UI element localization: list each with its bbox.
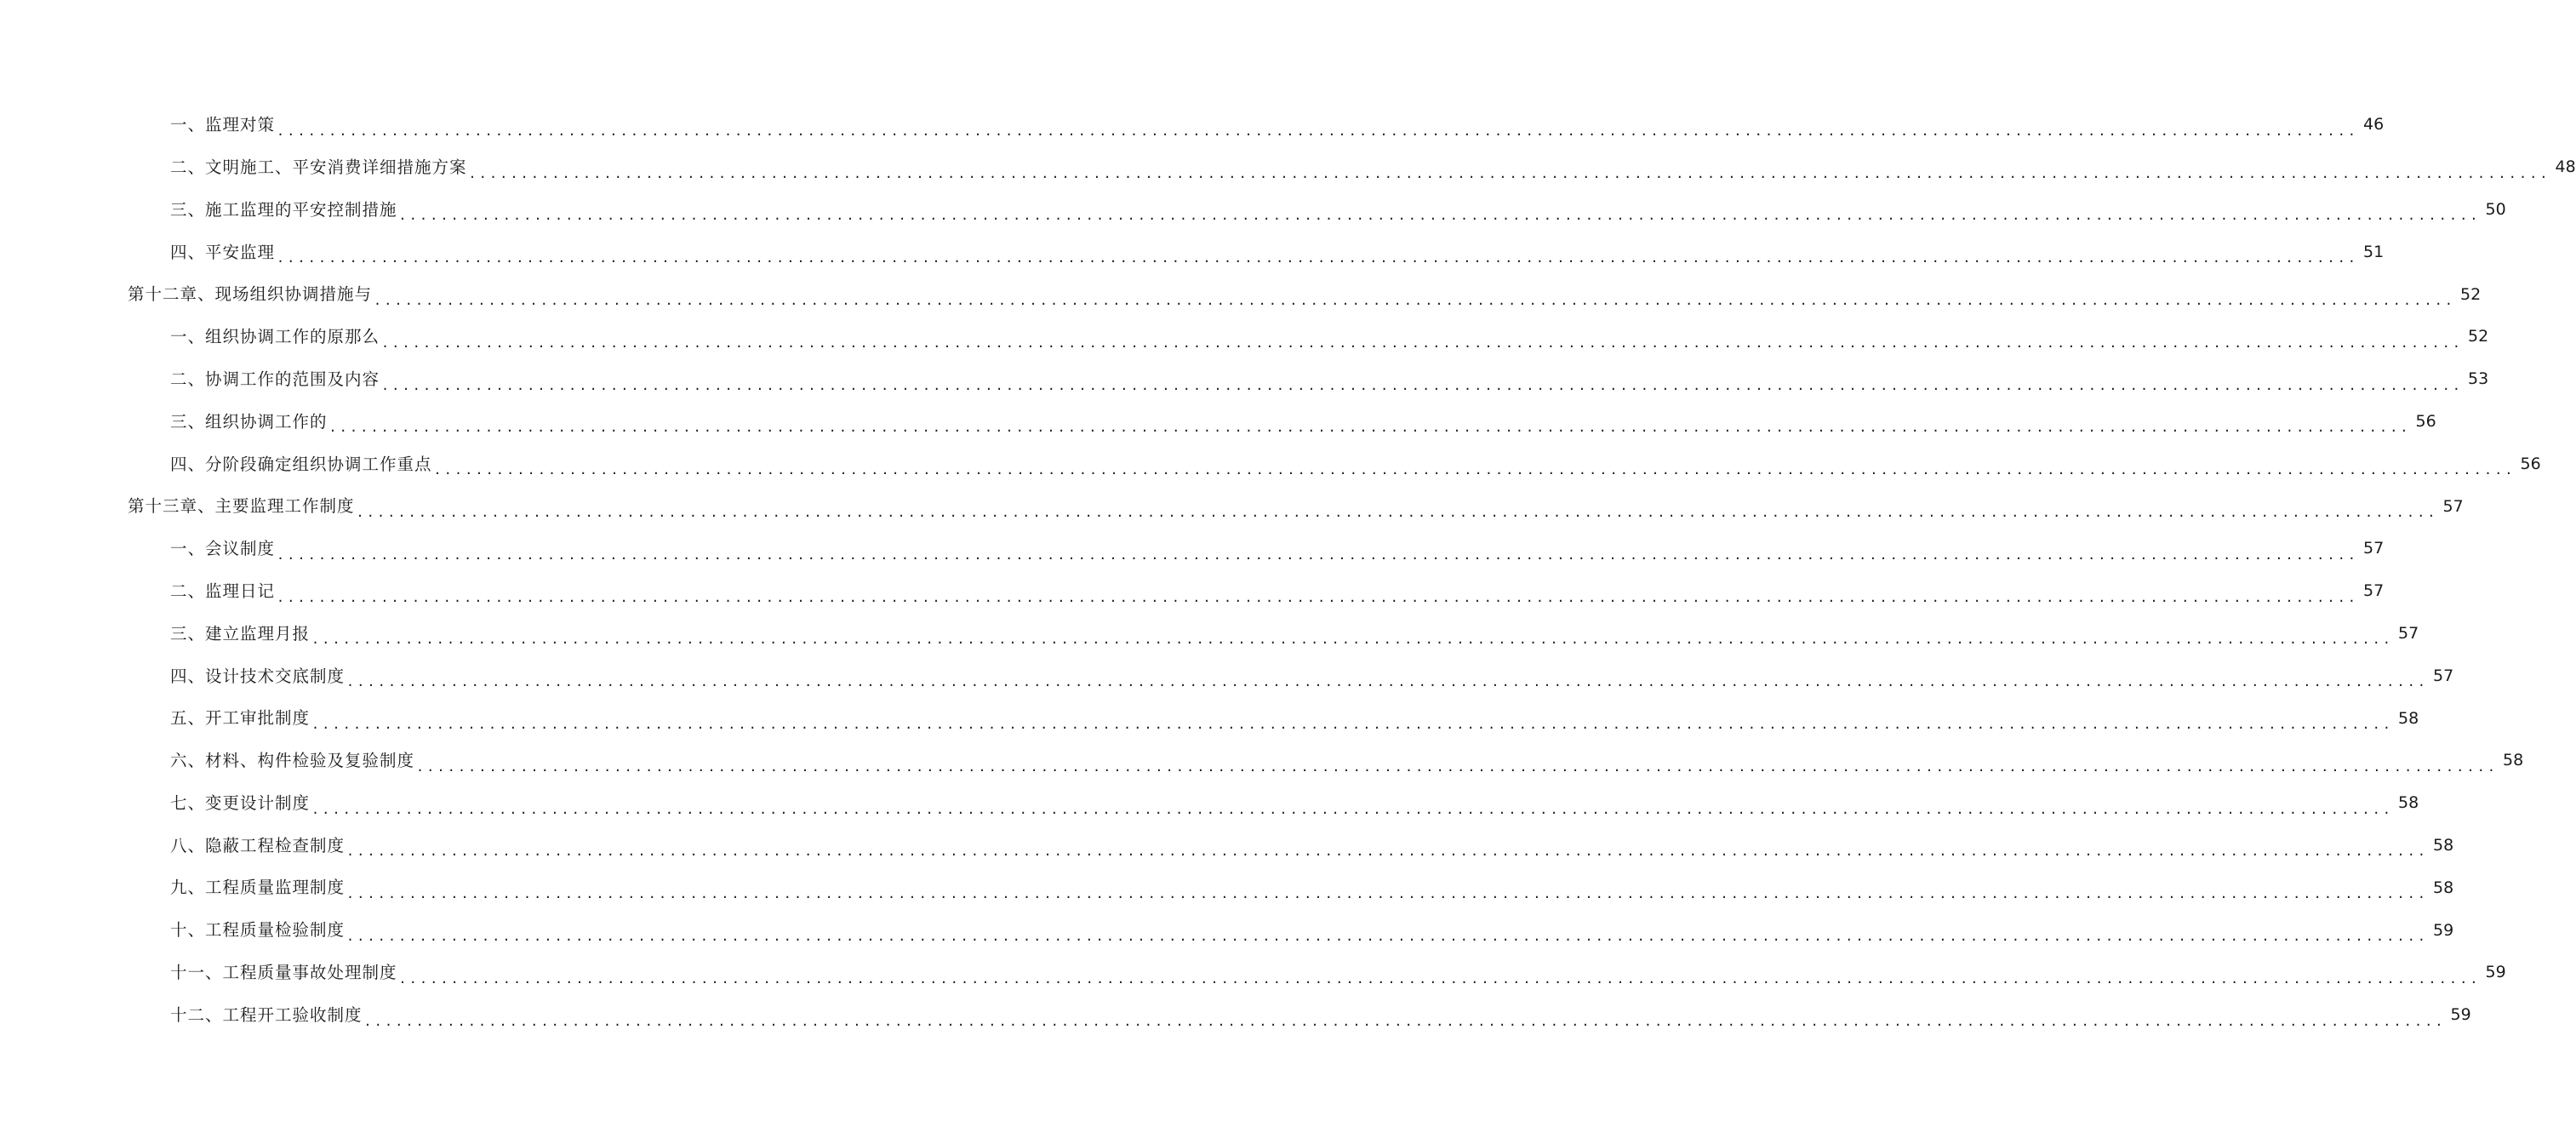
toc-entry-page-number: 48 [2555,157,2576,177]
dot-leader: ........................................................................................................................................................................................................ [433,462,2516,478]
toc-section-entry[interactable] [0,655,2454,697]
toc-entry-label: 四、平安监理 [170,242,276,262]
toc-entry-label: 九、工程质量监理制度 [170,878,346,898]
toc-entry-page-number: 57 [2362,539,2385,558]
toc-section-entry[interactable] [0,697,2419,740]
dot-leader: ........................................................................................................................................................................................................ [277,250,2359,266]
toc-section-entry[interactable] [0,570,2385,613]
dot-leader: ........................................................................................................................................................................................................ [311,716,2394,732]
toc-entry-page-number: 56 [2415,411,2436,431]
toc-entry-label: 四、分阶段确定组织协调工作重点 [170,454,432,474]
toc-section-entry[interactable] [0,909,2454,952]
dot-leader: ........................................................................................................................................................................................................ [398,970,2481,987]
toc-entry-page-number: 59 [2450,1005,2471,1025]
toc-entry-label: 一、会议制度 [170,539,276,559]
toc-entry-page-number: 52 [2459,284,2482,304]
toc-entry-label: 十二、工程开工验收制度 [170,1004,363,1025]
toc-entry-page-number: 51 [2362,242,2385,261]
table-of-contents [0,104,2576,1037]
toc-entry-page-number: 57 [2442,496,2464,516]
toc-entry-label: 十一、工程质量事故处理制度 [170,963,397,983]
toc-section-entry[interactable] [0,740,2524,782]
toc-entry-label: 二、协调工作的范围及内容 [170,369,380,389]
dot-leader: ........................................................................................................................................................................................................ [346,886,2429,902]
dot-leader: ........................................................................................................................................................................................................ [356,504,2438,520]
toc-entry-label: 第十二章、现场组织协调措施与 [128,284,373,305]
toc-entry-label: 第十三章、主要监理工作制度 [128,496,355,517]
toc-entry-page-number: 53 [2467,369,2489,389]
dot-leader: ........................................................................................................................................................................................................ [346,844,2429,860]
toc-entry-page-number: 58 [2397,793,2419,813]
toc-entry-page-number: 56 [2520,454,2541,473]
toc-chapter-entry[interactable] [0,485,2464,528]
toc-entry-page-number: 50 [2485,199,2506,219]
toc-entry-label: 二、文明施工、平安消费详细措施方案 [170,157,467,177]
toc-entry-page-number: 57 [2432,666,2454,685]
toc-section-entry[interactable] [0,994,2471,1037]
toc-entry-label: 四、设计技术交底制度 [170,666,346,686]
toc-entry-label: 一、组织协调工作的原那么 [170,327,380,347]
dot-leader: ........................................................................................................................................................................................................ [398,208,2481,224]
toc-entry-page-number: 57 [2362,581,2385,601]
toc-entry-page-number: 58 [2432,835,2454,855]
toc-entry-label: 三、组织协调工作的 [170,411,328,432]
toc-section-entry[interactable] [0,528,2385,570]
dot-leader: ........................................................................................................................................................................................................ [277,123,2359,139]
toc-entry-page-number: 58 [2397,708,2419,728]
dot-leader: ........................................................................................................................................................................................................ [381,377,2464,393]
toc-entry-label: 十、工程质量检验制度 [170,920,346,941]
toc-entry-page-number: 58 [2432,878,2454,897]
toc-entry-label: 八、隐蔽工程检查制度 [170,835,346,855]
dot-leader: ........................................................................................................................................................................................................ [311,632,2394,648]
toc-section-entry[interactable] [0,867,2454,909]
toc-section-entry[interactable] [0,358,2489,401]
dot-leader: ........................................................................................................................................................................................................ [328,420,2411,436]
dot-leader: ........................................................................................................................................................................................................ [468,165,2550,181]
toc-entry-label: 七、变更设计制度 [170,792,311,813]
dot-leader: ........................................................................................................................................................................................................ [416,758,2499,775]
toc-section-entry[interactable] [0,825,2454,867]
dot-leader: ........................................................................................................................................................................................................ [346,674,2429,690]
toc-section-entry[interactable] [0,401,2436,443]
toc-section-entry[interactable] [0,782,2419,825]
toc-entry-page-number: 46 [2362,115,2385,134]
dot-leader: ........................................................................................................................................................................................................ [381,335,2464,351]
toc-entry-label: 一、监理对策 [170,115,276,135]
toc-entry-label: 六、材料、构件检验及复验制度 [170,751,415,771]
dot-leader: ........................................................................................................................................................................................................ [277,589,2359,605]
toc-section-entry[interactable] [0,952,2506,994]
dot-leader: ........................................................................................................................................................................................................ [374,292,2456,308]
toc-entry-page-number: 58 [2502,751,2524,770]
toc-entry-label: 五、开工审批制度 [170,708,311,729]
dot-leader: ........................................................................................................................................................................................................ [311,801,2394,817]
toc-section-entry[interactable] [0,104,2385,146]
toc-entry-label: 二、监理日记 [170,581,276,601]
dot-leader: ........................................................................................................................................................................................................ [363,1013,2446,1029]
toc-section-entry[interactable] [0,316,2489,358]
toc-section-entry[interactable] [0,231,2385,273]
toc-entry-page-number: 59 [2485,963,2506,982]
toc-section-entry[interactable] [0,146,2576,189]
toc-section-entry[interactable] [0,613,2419,655]
dot-leader: ........................................................................................................................................................................................................ [346,928,2429,944]
toc-chapter-entry[interactable] [0,273,2482,316]
toc-entry-page-number: 52 [2467,327,2489,346]
dot-leader: ........................................................................................................................................................................................................ [277,546,2359,563]
toc-entry-page-number: 59 [2432,920,2454,940]
toc-section-entry[interactable] [0,443,2541,485]
toc-entry-label: 三、建立监理月报 [170,623,311,644]
toc-section-entry[interactable] [0,189,2506,232]
toc-entry-page-number: 57 [2397,623,2419,643]
toc-entry-label: 三、施工监理的平安控制措施 [170,199,397,220]
